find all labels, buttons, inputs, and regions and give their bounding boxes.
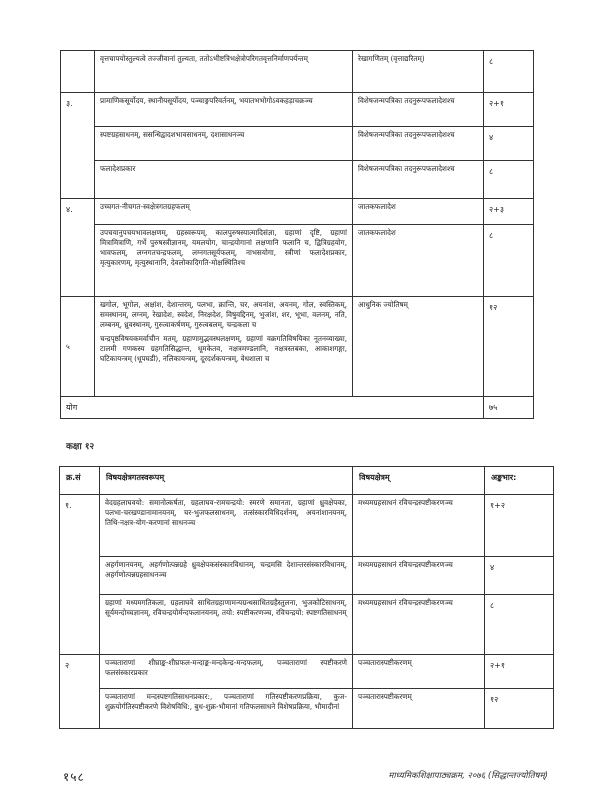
marks-cell: ८: [484, 51, 534, 93]
marks-cell: ८: [484, 225, 534, 297]
serial-cell: ३.: [61, 93, 95, 199]
area-cell: जातकफलादेश: [353, 199, 484, 225]
total-value: ७५: [484, 397, 534, 419]
topic-cell: अहर्गणानयनम्, अहर्गणोत्पन्नग्रहे ध्रुवक्षेपकसंस्कारविधानम्, चन्द्रमसि देशान्तरसंस्कारविधानम्, अहर्गणोत्पन्नग्रहसाधनञ्च: [100, 557, 353, 595]
marks-cell: ८: [485, 595, 554, 655]
area-cell: आधुनिक ज्योतिषम्: [353, 297, 484, 397]
table-row: [61, 297, 534, 397]
marks-cell: ८: [484, 161, 534, 199]
table-row: [61, 51, 534, 93]
topic-cell: स्पष्टग्रहसाधनम्, ससन्धिद्वादशभावसाधनम्, दशासाधनञ्च: [95, 127, 353, 161]
marks-cell: १२: [485, 689, 554, 729]
total-label: योग: [61, 397, 484, 419]
table-row: [60, 595, 554, 655]
area-cell: विशेषजन्मपत्रिका तदनुरूपफलादेशश्च: [353, 93, 484, 127]
table-row: [61, 93, 534, 127]
marks-cell: २+३: [484, 199, 534, 225]
header-row: [60, 467, 554, 495]
serial-cell: ५: [61, 297, 95, 397]
class-heading: कक्षा १२: [66, 442, 95, 452]
topic-cell: पञ्चताराणां मन्दस्पष्टगतिसाधनप्रकार:, पञ्चताराणां गतिस्पष्टीकरणप्रक्रिया, कुज-शुक्रयोर्गतिस्पष्टीकरणे विशेषविधि:, बुध-शुक्र-भौमानां गतिफलसाधने विशेषप्रक्रिया, भौमादीनां: [100, 689, 353, 729]
marks-cell: २+१: [484, 93, 534, 127]
area-cell: विशेषजन्मपत्रिका तदनुरूपफलादेशश्च: [353, 161, 484, 199]
table-row: [60, 655, 554, 689]
table-row: [60, 557, 554, 595]
topic-cell: वृत्तचापयोस्तुल्यत्वे तज्जीवानां तुल्यता, ततोऽभीष्टत्रिभक्षेत्रोपरिगतवृत्तनिर्माणपर्यन्तम्: [95, 51, 353, 93]
area-cell: मध्यमग्रहसाधनं रविचन्द्रस्पष्टीकरणञ्च: [353, 557, 485, 595]
topic-paragraph: चन्द्रपृष्ठविषयकमर्वाचीन मतम्, ग्रहाणामुद्भवस्थलक्षणम्, ग्रहाणां वक्रगतिविषयिका नूतनव्याख्या, टालमी गणकस्य ग्रहगतिसिद्धान्त, धूमकेतव, नक्षत्रमण्डलानि, नक्षत्रस्तबका, आकाशगङ्गा, घटिकायन्त्रम् (धूपघडी), नलिकायन्त्रम्, दूरदर्शकयन्त्रम्, वेधशाला च: [100, 334, 347, 363]
area-cell: रेखागणितम् (वृत्ताद्यरितम्): [353, 51, 484, 93]
header-serial: क्र.सं: [60, 467, 100, 495]
marks-cell: १२: [484, 297, 534, 397]
page-number: १५८: [63, 770, 85, 784]
area-cell: मध्यमग्रहसाधनं रविचन्द्रस्पष्टीकरणञ्च: [353, 595, 485, 655]
serial-cell: ४.: [61, 199, 95, 297]
marks-cell: २+१: [485, 655, 554, 689]
total-row: [61, 397, 534, 419]
topic-cell: पञ्चताराणां शीघ्राङ्क-शीघ्रफल-मन्दाङ्क-मन्दकेन्द्र-मन्दफलम्, पञ्चताराणां स्पष्टीकरणे फलसंस्कारप्रकार: [100, 655, 353, 689]
topic-paragraph: खगोल, भूगोल, अक्षांश, देशान्तरम्, पलभा, क्रान्ति, चर, अयनांश, अयनम्, गोल, स्वस्तिकम्, समस्थानम्, लग्नम्, रेखादेश, स्वदेश, निरक्षदेश, विषुवद्दिनम्, भुजांश, शर, भूभा, वलनम्, नति, लम्बनम्, ध्रुवस्थानम्, गुरुत्वाकर्षणम्, गुरुत्वबलम्, चन्द्रकला च: [100, 300, 347, 329]
area-cell: मध्यमग्रहसाधनं रविचन्द्रस्पष्टीकरणञ्च: [353, 495, 485, 557]
marks-cell: ४: [484, 127, 534, 161]
area-cell: पञ्चतारास्पष्टीकरणम्: [353, 689, 485, 729]
area-cell: पञ्चतारास्पष्टीकरणम्: [353, 655, 485, 689]
table-row: [61, 161, 534, 199]
marks-cell: ४: [485, 557, 554, 595]
serial-cell: २: [60, 655, 100, 729]
topic-cell: वेदग्रहलाघवयो: समानोत्कर्षता, ग्रहलाघव-रामचन्द्रयो: स्मरणे समानता, ग्रहाणां ध्रुवक्षेपका, पलभा-चरखण्डानामानयनम्, चर-भुजफलसाधनम्, तत्संस्कारविधिदर्शनम्, अयनांशानयनम्, तिथि-नक्षत्र-योग-करणानां साधनञ्च: [100, 495, 353, 557]
table-row: [60, 495, 554, 557]
table-row: [61, 127, 534, 161]
marks-cell: १+२: [485, 495, 554, 557]
table-row: [61, 199, 534, 225]
syllabus-table-class-11: [60, 50, 534, 419]
area-cell: विशेषजन्मपत्रिका तदनुरूपफलादेशश्च: [353, 127, 484, 161]
header-topic: विषयक्षेत्रगतस्वरूपम्: [100, 467, 353, 495]
serial-cell: १.: [60, 495, 100, 655]
serial-cell: [61, 51, 95, 93]
header-marks: अङ्कभार:: [485, 467, 554, 495]
area-cell: जातकफलादेश: [353, 225, 484, 297]
topic-cell: ग्रहाणां मध्यमगतिकला, ग्रहलाघवे साधितग्रहाणामन्यग्रन्थसाधितग्रहैस्तुलना, भुजकोटिसाधनम्, सूर्यमन्दोच्चज्ञानम्, रविचन्द्रयोर्मन्दफलानयनम्, तयो: स्पष्टीकरणञ्च, रविचन्द्रयो: स्पष्टगतिसाधनम्: [100, 595, 353, 655]
topic-cell: [95, 297, 353, 397]
table-row: [60, 689, 554, 729]
topic-cell: उच्चगत-नीचगत-स्वक्षेत्रगतग्रहफलम्: [95, 199, 353, 225]
topic-cell: उपचयानुपचयभावलक्षणम्, ग्रहस्वरूपम्, कालपुरुषस्यात्मादिसंज्ञा, ग्रहाणां दृष्टि, ग्रहाणां मित्रामित्राणि, गर्भे पुरुषस्त्रीज्ञानम्, यमलयोग, चान्द्रयोगानां लक्षणानि फलानि च, द्वित्रिग्रहयोग, भावफलम्, लग्नगतचन्द्रफलम्, लग्नगतसूर्यफलम्, नाभसयोगा, स्त्रीणां फलादेशप्रकार, मृत्युकारणम्, मृत्युस्थानानि, देवलोकादिगति-मोक्षस्थितिश्च: [95, 225, 353, 297]
header-area: विषयक्षेत्रम्: [353, 467, 485, 495]
syllabus-table-class-12: [59, 466, 554, 729]
footer-title: माध्यमिकशिक्षापाठ्यक्रम, २०७६ (सिद्धान्तज्योतिषम्): [388, 771, 548, 781]
table-row: [61, 225, 534, 297]
topic-cell: फलादेशप्रकार: [95, 161, 353, 199]
topic-cell: प्रामाणिकसूर्योदय, स्थानीयसूर्योदय, पञ्चाङ्गपरिवर्तनम्, भयातभभोगोऽवकहड़ाचक्रञ्च: [95, 93, 353, 127]
